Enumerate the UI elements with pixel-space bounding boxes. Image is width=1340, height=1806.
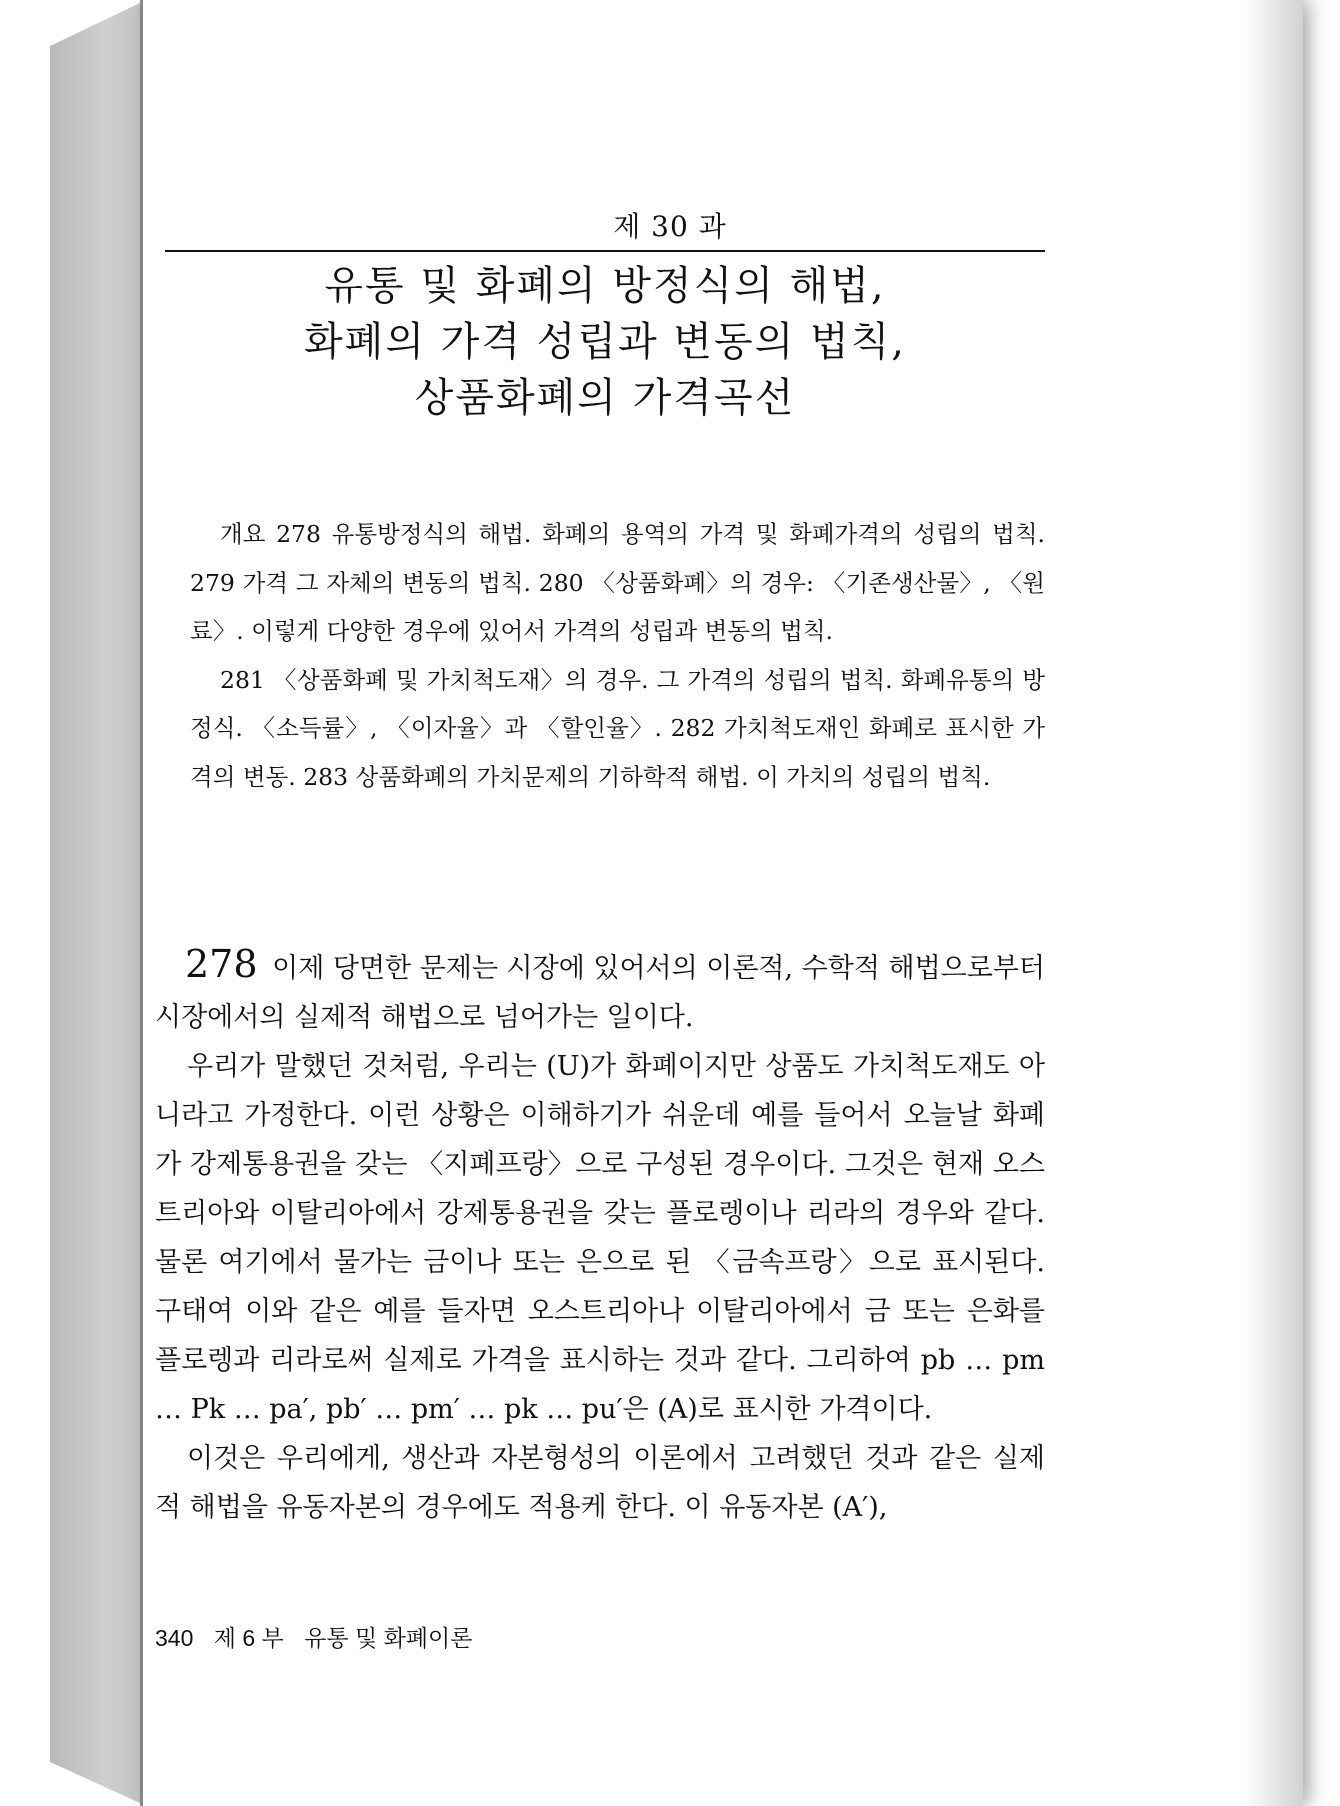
- chapter-summary: [190, 510, 1045, 801]
- body-text: [155, 940, 1045, 1532]
- body-paragraph: 우리가 말했던 것처럼, 우리는 (U)가 화폐이지만 상품도 가치척도재도 아니라고 가정한다. 이런 상황은 이해하기가 쉬운데 예를 들어서 오늘날 화폐가 강제통용권을 갖는 〈지폐프랑〉으로 구성된 경우이다. 그것은 현재 오스트리아와 이탈리아에서 강제통용권을 갖는 플로렝이나 리라의 경우와 같다. 물론 여기에서 물가는 금이나 또는 은으로 된 〈금속프랑〉으로 표시된다. 구태여 이와 같은 예를 들자면 오스트리아나 이탈리아에서 금 또는 은화를 플로렝과 리라로써 실제로 가격을 표시하는 것과 같다. 그리하여 pb … pm … Pk … pa′, pb′ … pm′ … pk … pu′은 (A)로 표시한 가격이다.: [155, 1051, 1045, 1425]
- section-number: 278: [185, 942, 258, 986]
- page-shadow: [1243, 0, 1303, 1806]
- body-paragraph: 이것은 우리에게, 생산과 자본형성의 이론에서 고려했던 것과 같은 실제적 해법을 유동자본의 경우에도 적용케 한다. 이 유동자본 (A′),: [155, 1443, 1045, 1523]
- title-line: 유통 및 화폐의 방정식의 해법,: [324, 263, 886, 309]
- page-number: 340: [155, 1625, 194, 1651]
- book-spine: [50, 2, 142, 1804]
- header-rule: [165, 250, 1045, 252]
- summary-paragraph: 281 〈상품화폐 및 가치척도재〉의 경우. 그 가격의 성립의 법칙. 화폐유통의 방정식. 〈소득률〉, 〈이자율〉과 〈할인율〉. 282 가치척도재인 화폐로 표시한 가격의 변동. 283 상품화폐의 가치문제의 기하학적 해법. 이 가치의 성립의 법칙.: [190, 665, 1045, 791]
- title-line: 화폐의 가격 성립과 변동의 법칙,: [304, 319, 906, 365]
- part-title: 유통 및 화폐이론: [304, 1625, 473, 1651]
- title-line: 상품화폐의 가격곡선: [414, 375, 796, 421]
- body-paragraph: [155, 940, 1045, 1042]
- page-footer: [155, 1620, 486, 1653]
- body-paragraph-text: 이제 당면한 문제는 시장에 있어서의 이론적, 수학적 해법으로부터 시장에서의 실제적 해법으로 넘어가는 일이다.: [155, 953, 1045, 1033]
- summary-paragraph: 개요 278 유통방정식의 해법. 화폐의 용역의 가격 및 화폐가격의 성립의 법칙. 279 가격 그 자체의 변동의 법칙. 280 〈상품화폐〉의 경우: 〈기존생산물〉, 〈원료〉. 이렇게 다양한 경우에 있어서 가격의 성립과 변동의 법칙.: [190, 520, 1045, 645]
- lesson-label: 제 30 과: [613, 210, 727, 243]
- chapter-title: [165, 258, 1045, 426]
- part-label: 제 6 부: [213, 1625, 284, 1651]
